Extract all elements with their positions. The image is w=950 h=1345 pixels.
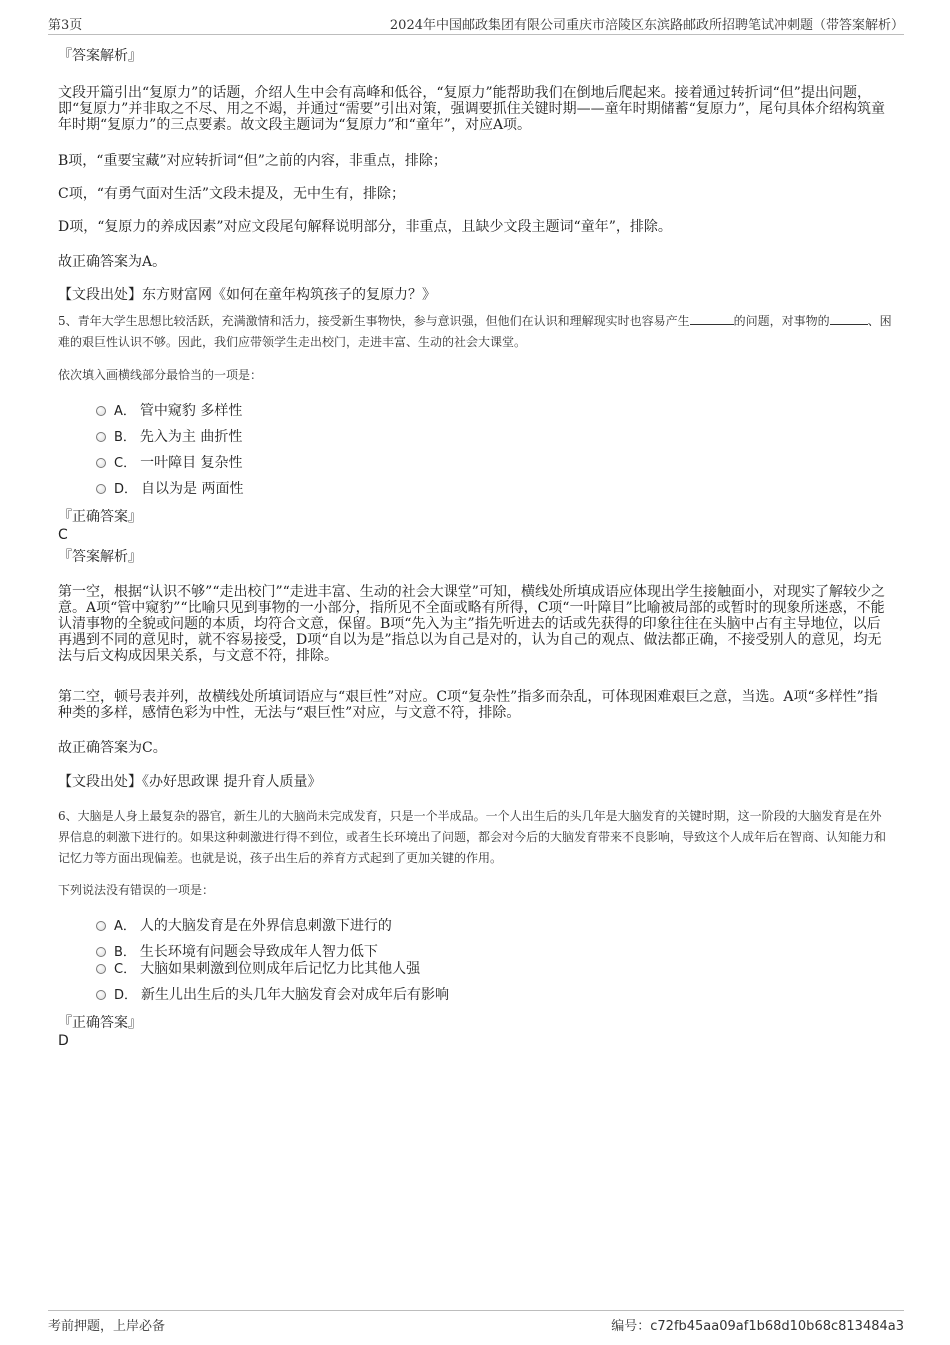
radio-icon[interactable] xyxy=(96,921,106,931)
radio-icon[interactable] xyxy=(96,484,106,494)
q6-stem: 6、大脑是人身上最复杂的器官，新生儿的大脑尚未完成发育，只是一个半成品。一个人出生后的头几年是大脑发育的关键时期，这一阶段的大脑发育是在外界信息的刺激下进行的。如果这种刺激进行得不到位，或者生长环境出了问题，都会对今后的大脑发育带来不良影响，导致这个人成年后在智商、认知能力和记忆力等方面出现偏差。也就是说，孩子出生后的养育方式起到了更加关键的作用。 xyxy=(58,809,887,865)
q5-option-d[interactable]: D． 自以为是 两面性 xyxy=(96,480,243,499)
page-footer xyxy=(48,1310,904,1335)
q4-analysis-paragraph-2: B项，“重要宝藏”对应转折词“但”之前的内容，非重点，排除； xyxy=(58,153,447,169)
q5-analysis-label: 『答案解析』 xyxy=(58,549,142,565)
q5-prompt: 依次填入画横线部分最恰当的一项是： xyxy=(58,368,263,382)
radio-icon[interactable] xyxy=(96,432,106,442)
q6-option-b[interactable]: B． 生长环境有问题会导致成年人智力低下 xyxy=(96,943,378,962)
q6-correct-answer: D xyxy=(58,1033,69,1049)
q4-source: 【文段出处】东方财富网《如何在童年构筑孩子的复原力？》 xyxy=(58,287,436,303)
q6-option-d[interactable]: D． 新生儿出生后的头几年大脑发育会对成年后有影响 xyxy=(96,986,449,1005)
radio-icon[interactable] xyxy=(96,947,106,957)
q6-option-c[interactable]: C． 大脑如果刺激到位则成年后记忆力比其他人强 xyxy=(96,960,420,979)
q5-analysis-paragraph-2: 第二空，顿号表并列，故横线处所填词语应与“艰巨性”对应。C项“复杂性”指多而杂乱，可体现困难艰巨之意，当选。A项“多样性”指种类的多样，感情色彩为中性，无法与“艰巨性”对应，与文意不符，排除。 xyxy=(58,689,878,721)
q4-conclusion: 故正确答案为A。 xyxy=(58,254,167,270)
document-code-label: 编号： xyxy=(611,1319,651,1334)
q6-prompt: 下列说法没有错误的一项是： xyxy=(58,883,215,897)
page-number: 第3页 xyxy=(48,18,83,33)
q5-stem: 5、青年大学生思想比较活跃，充满激情和活力，接受新生事物快，参与意识强，但他们在认识和理解现实时也容易产生 的问题，对事物的 、困难的艰巨性认识不够。因此，我们应带领学生走出校门，走进丰富、生动的社会大课堂。 xyxy=(58,314,892,349)
q4-analysis-paragraph-1: 文段开篇引出“复原力”的话题，介绍人生中会有高峰和低谷，“复原力”能帮助我们在倒地后爬起来。接着通过转折词“但”提出问题，即“复原力”并非取之不尽、用之不竭，并通过“需要”引出对策，强调要抓住关键时期——童年时期储蓄“复原力”，尾句具体介绍构筑童年时期“复原力”的三点要素。故文段主题词为“复原力”和“童年”，对应A项。 xyxy=(58,85,885,133)
radio-icon[interactable] xyxy=(96,964,106,974)
q6-correct-label: 『正确答案』 xyxy=(58,1015,142,1031)
q4-analysis-label: 『答案解析』 xyxy=(58,48,142,64)
q4-analysis-paragraph-4: D项，“复原力的养成因素”对应文段尾句解释说明部分，非重点，且缺少文段主题词“童年”，排除。 xyxy=(58,219,672,235)
q5-option-c[interactable]: C． 一叶障目 复杂性 xyxy=(96,454,243,473)
q6-option-a[interactable]: A． 人的大脑发育是在外界信息刺激下进行的 xyxy=(96,917,392,936)
q5-conclusion: 故正确答案为C。 xyxy=(58,740,167,756)
q5-source: 【文段出处】《办好思政课 提升育人质量》 xyxy=(58,774,322,790)
footer-slogan: 考前押题，上岸必备 xyxy=(48,1319,166,1334)
document-code-value: c72fb45aa09af1b68d10b68c813484a3 xyxy=(650,1319,904,1334)
q4-analysis-paragraph-3: C项，“有勇气面对生活”文段未提及，无中生有，排除； xyxy=(58,186,406,202)
radio-icon[interactable] xyxy=(96,458,106,468)
document-code xyxy=(611,1315,904,1334)
q5-option-b[interactable]: B． 先入为主 曲折性 xyxy=(96,428,242,447)
document-title: 2024年中国邮政集团有限公司重庆市涪陵区东滨路邮政所招聘笔试冲刺题（带答案解析） xyxy=(389,18,904,33)
page-header xyxy=(48,12,904,35)
q5-option-a[interactable]: A． 管中窥豹 多样性 xyxy=(96,402,242,421)
q5-correct-answer: C xyxy=(58,527,68,543)
blank-line xyxy=(830,312,868,325)
radio-icon[interactable] xyxy=(96,406,106,416)
q5-correct-label: 『正确答案』 xyxy=(58,509,142,525)
radio-icon[interactable] xyxy=(96,990,106,1000)
q5-analysis-paragraph-1: 第一空，根据“认识不够”“走出校门”“走进丰富、生动的社会大课堂”可知，横线处所填成语应体现出学生接触面小，对现实了解较少之意。A项“管中窥豹”“比喻只见到事物的一小部分，指所见不全面或略有所得，C项“一叶障目”比喻被局部的或暂时的现象所迷惑，不能认清事物的全貌或问题的本质，均符合文意，保留。B项“先入为主”指先听进去的话或先获得的印象往往在头脑中占有主导地位，以后再遇到不同的意见时，就不容易接受，D项“自以为是”指总以为自己是对的，认为自己的观点、做法都正确，不接受别人的意见，均无法与后文构成因果关系，与文意不符，排除。 xyxy=(58,584,885,664)
blank-line xyxy=(690,312,734,325)
